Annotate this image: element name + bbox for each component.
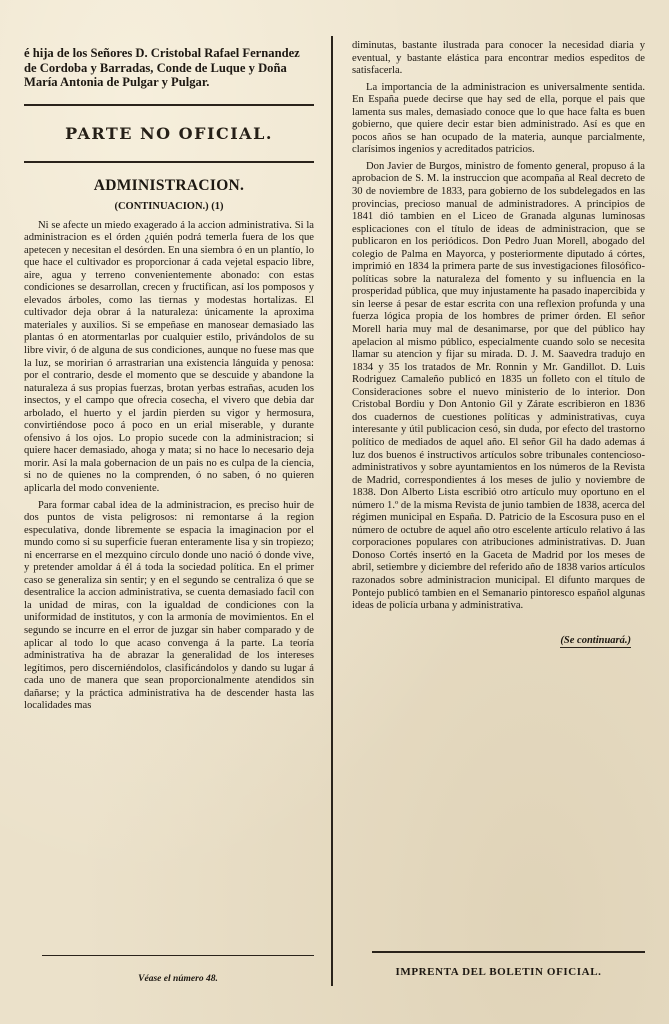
continuation-note	[352, 635, 631, 646]
body-paragraph: Ni se afecte un miedo exagerado á la accion administrativa. Si la administracion es el órden ¿quién podrá temerla fuera de los que apetecen y necesitan el desórden. En una siembra ó en un plantío, lo que hace el cultivador es proporcionar á cada vejetal espacio libre, aire, agua y terreno convenientemente abonado: con estas condiciones se desarrollan, crecen y fructifican, así los pomposos y elevados árboles, como las tiernas y modestas hortalizas. El cultivador deja obrar á la naturaleza: únicamente la aproxima materiales y auxilios. Si se empeñase en manosear demasiado las plantas ó en atormentarlas por cualquier estilo, privándolos de su libre vivir, ó de alguna de sus condiciones, aunque no fuese mas que la luz, se moririan ó arrastrarian una existencia lánguida y penosa: por el contrario, desde el momento que se descuide y abandone la naturaleza á sus propias fuerzas, brotan yerbas estrañas, acuden los insectos, y el campo que ofrecia cosecha, el vivero que debia dar arbolado, el huerto y el jardin pierden su vigor y hermosura, convirtiéndose poco á poco en un erial miserable, y durante ofensivo á los ojos. Lo propio sucede con la administracion; si quiere hacer demasiado, ahoga y mata; si no hace lo necesario deja morir. Así la mala gobernacion de un pais no es culpa de la ciencia, si no de quienes no la comprenden, ó no saben, ó no quieren aplicarla del modo conveniente.	[24, 219, 314, 494]
footer-rule	[372, 951, 645, 953]
body-paragraph: Don Javier de Burgos, ministro de fomento general, propuso á la aprobacion de S. M. la instruccion que acompaña al Real decreto de 30 de noviembre de 1833, para gobierno de los subdelegados en las provincias, precioso manual de administradores. A principios de 1841 dió tambien en el Liceo de Granada algunas luminosas esplicaciones con el título de ideas de administracion, que se publicaron en los periódicos. Don Pedro Juan Morell, abogado del colegio de Palma en Mayorca, y posteriormente diputado á córtes, imprimió en 1834 la primera parte de sus investigaciones filosófico-políticas sobre la naturaleza del fomento y su influencia en la prosperidad pública, que muy injustamente ha pasado inapercibida y sin leerse á pesar de estar escrita con una reflexion profunda y una fuerza lógica propia de los hombres de primer órden. El señor Morell haria muy mal de desanimarse, por que del público hay apelacion al mismo público, especialmente cuando solo se necesita llamar su atencion y fijar su mirada. D. J. M. Saavedra tradujo en 1834 y 35 los tratados de Mr. Ronnin y Mr. Gandillot. D. Luis Rodriguez Camaleño publicó en 1835 un folleto con el título de Consideraciones sobre el nuevo ministerio de lo interior. Don Cristobal Bordiu y Don Antonio Gil y Zárate escribieron en 1836 dos cuadernos de cuestiones políticas y administrativas, cuya interesante y útil publicacion cesó, sin duda, por efecto del trastorno político de mediados de aquel año. El señor Gil ha dado ademas á luz dos buenos é instructivos artículos sobre tribunales contencioso-administrativos y sobre ayuntamientos en los números de la Revista de Madrid, correspondientes á los meses de julio y noviembre de 1838. Don Alberto Lista escribió otro artículo muy oportuno en el número 1.º de la misma Revista de junio tambien de 1838, acerca del régimen municipal en España. D. Patricio de la Escosura puso en el número de octubre de aquel año otro escelente artículo relativo á las corporaciones populares con atribuciones administrativas. D. Juan Donoso Cortés insertó en la Gaceta de Madrid por los meses de abril, setiembre y diciembre del referido año de 1838 varios artículos razonados sobre administracion municipal. El difunto marques de Pontejo publicó tambien en el Semanario pintoresco español algunas ideas de policía urbana y administrativa.	[352, 160, 645, 612]
article-subtitle: (CONTINUACION.) (1)	[114, 200, 224, 212]
footnote: Véase el número 48.	[138, 974, 218, 984]
left-column	[24, 38, 314, 717]
intro-paragraph: é hija de los Señores D. Cristobal Rafael Fernandez de Cordoba y Barradas, Conde de Luque y Doña María Antonia de Pulgar y Pulgar.	[24, 46, 300, 89]
body-paragraph: diminutas, bastante ilustrada para conocer la necesidad diaria y eventual, y bastante elástica para encontrar medios espeditos de satisfacerla.	[352, 40, 645, 77]
right-column	[352, 40, 645, 646]
column-divider	[331, 36, 333, 986]
footer-rule	[42, 955, 314, 956]
body-paragraph: Para formar cabal idea de la administracion, es preciso huir de dos puntos de vista peligrosos: ni remontarse á la region especulativa, donde libremente se espacia la imaginacion por el mundo como si su superficie fueran enteramente lisa y sin tropiezo; ni encerrarse en el mezquino círculo donde uno nació ó donde vive, y pretender amoldar á él á toda la sociedad política. En el primer caso se generaliza sin sentir; y en el segundo se centraliza ó que se desentralice la accion administrativa, se cuenta demasiado facil con la unidad de miras, con la igualdad de condiciones con la uniformidad de institutos, y con la armonía de movimientos. En el segundo se incurre en el error de juzgar sin haber comparado y de aplicar al todo lo que acaso convenga á la parte. La teoría administrativa ha de abrazar la generalidad de los intereses legítimos, pero discerniéndolos, clasificándolos y dando su lugar á cada uno de manera que sean proporcionalmente atendidos sin dañarse; y la práctica administrativa ha de descender hasta las localidades mas	[24, 499, 314, 712]
section-header: PARTE NO OFICIAL.	[65, 123, 273, 143]
imprint-line: IMPRENTA DEL BOLETIN OFICIAL.	[395, 966, 602, 978]
left-footer	[42, 964, 314, 984]
article-title: ADMINISTRACION.	[93, 176, 245, 194]
divider-rule	[24, 161, 314, 163]
continuation-text: (Se continuará.)	[560, 634, 631, 646]
divider-rule	[24, 104, 314, 106]
body-paragraph: La importancia de la administracion es universalmente sentida. En España puede decirse que hay sed de ella, porque el pais que lamenta sus males, demasiado conoce que lo que hace falta es buen gobierno, que quiere decir estar bien administrado. Así es que en pocos años se han ocupado de la materia, aunque parcialmente, clarísimos ingenios y acreditados patricios.	[352, 81, 645, 156]
